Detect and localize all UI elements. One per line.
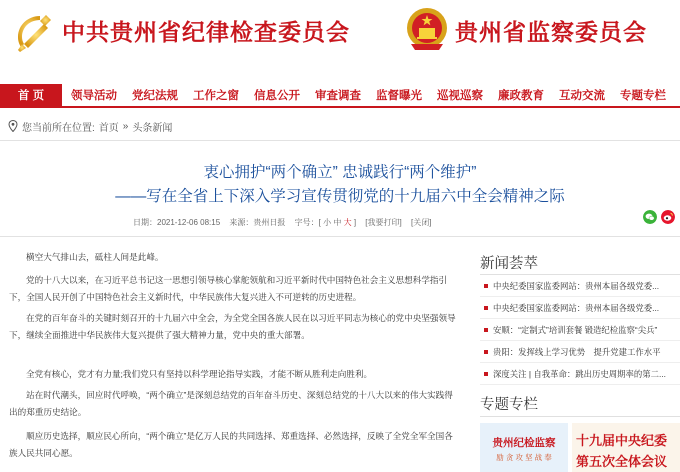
- news-list-item[interactable]: [480, 298, 680, 319]
- breadcrumb-prefix: 您当前所在位置:: [22, 122, 95, 134]
- news-item-text[interactable]: 中央纪委国家监委网站：贵州本届各级党委...: [493, 303, 660, 313]
- bullet-icon: [484, 372, 488, 376]
- font-size-suffix: ]: [353, 218, 357, 227]
- divider: [0, 140, 680, 141]
- bullet-icon: [484, 306, 488, 310]
- nav-item-exposure[interactable]: 监督曝光: [376, 90, 422, 102]
- news-list-item[interactable]: [480, 364, 680, 385]
- font-big-button[interactable]: 大: [343, 218, 352, 227]
- article-paragraph: 横空大气排山去，砥柱人间是此峰。: [26, 252, 164, 262]
- bullet-icon: [484, 350, 488, 354]
- divider: [480, 416, 680, 417]
- national-emblem-icon: [405, 6, 449, 52]
- breadcrumb-current[interactable]: 头条新闻: [132, 122, 173, 134]
- nav-item-education[interactable]: 廉政教育: [498, 90, 544, 102]
- close-link[interactable]: [关闭]: [410, 218, 432, 227]
- breadcrumb-home-link[interactable]: 首页: [98, 122, 119, 134]
- nav-item-home[interactable]: 首 页: [0, 84, 62, 108]
- font-small-button[interactable]: 小: [323, 218, 332, 227]
- main-nav: [0, 84, 680, 108]
- bullet-icon: [484, 284, 488, 288]
- topic-banner-plenary[interactable]: [572, 423, 680, 472]
- nav-item-investigation[interactable]: 审查调查: [315, 90, 361, 102]
- article-paragraph: 党的十八大以来，在习近平总书记这一思想引领导核心掌舵领航和习近平新时代中国特色社会主义思想科学指引下，全国人民开创了中国特色社会主义新时代，中华民族伟大复兴进入不可逆转的历史进程。: [9, 275, 448, 302]
- article-paragraph: 全党有核心，党才有力量;我们党只有坚持以科学理论指导实践，才能不断从胜利走向胜利。: [26, 369, 373, 379]
- wechat-share-icon[interactable]: [643, 210, 657, 224]
- site-header: [0, 0, 680, 84]
- nav-item-disclosure[interactable]: 信息公开: [254, 90, 300, 102]
- article-subtitle: ——写在全省上下深入学习宣传贯彻党的十九届六中全会精神之际: [115, 188, 565, 205]
- bullet-icon: [484, 328, 488, 332]
- print-link[interactable]: [我要打印]: [365, 218, 402, 227]
- supervisory-title: 贵州省监察委员会: [455, 19, 647, 46]
- nav-item-regulations[interactable]: 党纪法规: [132, 90, 178, 102]
- breadcrumb: [8, 118, 176, 134]
- news-item-text[interactable]: 深度关注 | 自我革命：跳出历史周期率的第二...: [493, 369, 666, 379]
- article-meta: [133, 217, 438, 228]
- article-paragraph: 站在时代潮头，回应时代呼唤，“两个确立”是深刻总结党的百年奋斗历史、深刻总结党的十八大以来的伟大实践得出的郑重历史结论。: [9, 390, 453, 417]
- topics-section-title: 专题专栏: [480, 397, 538, 413]
- font-size-control: [295, 218, 356, 227]
- news-item-text[interactable]: 安顺：“定制式”培训套餐 锻造纪检监察“尖兵”: [493, 325, 658, 335]
- news-item-text[interactable]: 中央纪委国家监委网站：贵州本届各级党委...: [493, 281, 660, 291]
- news-item-text[interactable]: 贵阳：发挥线上学习优势 提升党建工作水平: [493, 347, 661, 357]
- banner-title: 十九届中央纪委: [576, 434, 668, 449]
- breadcrumb-separator: »: [122, 120, 129, 132]
- article-date: 日期：2021-12-06 08:15: [133, 218, 221, 227]
- news-list-item[interactable]: [480, 342, 680, 363]
- location-pin-icon: [8, 120, 18, 132]
- font-size-prefix: 字号：[: [294, 218, 321, 227]
- banner-title: 贵州纪检监察: [492, 437, 556, 449]
- commission-title: 中共贵州省纪律检查委员会: [62, 19, 350, 46]
- article-paragraph: 在党的百年奋斗的关键时刻召开的十九届六中全会，为全党全国各族人民在以习近平同志为核心的党中央坚强领导下，继续全面推进中华民族伟大复兴提供了强大精神力量，党中央的重大部署。: [9, 313, 456, 340]
- news-list-item[interactable]: [480, 320, 680, 341]
- nav-item-topics[interactable]: 专题专栏: [620, 90, 666, 102]
- banner-subtitle: 第五次全体会议: [576, 455, 668, 470]
- nav-item-interaction[interactable]: 互动交流: [559, 90, 605, 102]
- nav-item-inspection[interactable]: 巡视巡察: [437, 90, 483, 102]
- divider: [0, 236, 680, 237]
- nav-item-leaders[interactable]: 领导活动: [71, 90, 117, 102]
- news-section-title: 新闻荟萃: [480, 256, 538, 272]
- nav-item-work[interactable]: 工作之窗: [193, 90, 239, 102]
- article-title: 衷心拥护“两个确立” 忠诚践行“两个维护”: [203, 164, 477, 181]
- article-paragraph: 顺应历史选择，顺应民心所向，“两个确立”是亿万人民的共同选择、郑重选择、必然选择，反映了全党全军全国各族人民共同心愿。: [9, 431, 453, 458]
- banner-subtitle: 励 贪 攻 坚 战 奉: [496, 453, 552, 462]
- font-mid-button[interactable]: 中: [333, 218, 342, 227]
- weibo-share-icon[interactable]: [661, 210, 675, 224]
- article-source: 来源：贵州日报: [229, 218, 286, 227]
- divider: [480, 274, 680, 275]
- news-list-item[interactable]: [480, 276, 680, 297]
- party-emblem-icon: [10, 10, 54, 54]
- topic-banner-discipline[interactable]: [480, 423, 568, 472]
